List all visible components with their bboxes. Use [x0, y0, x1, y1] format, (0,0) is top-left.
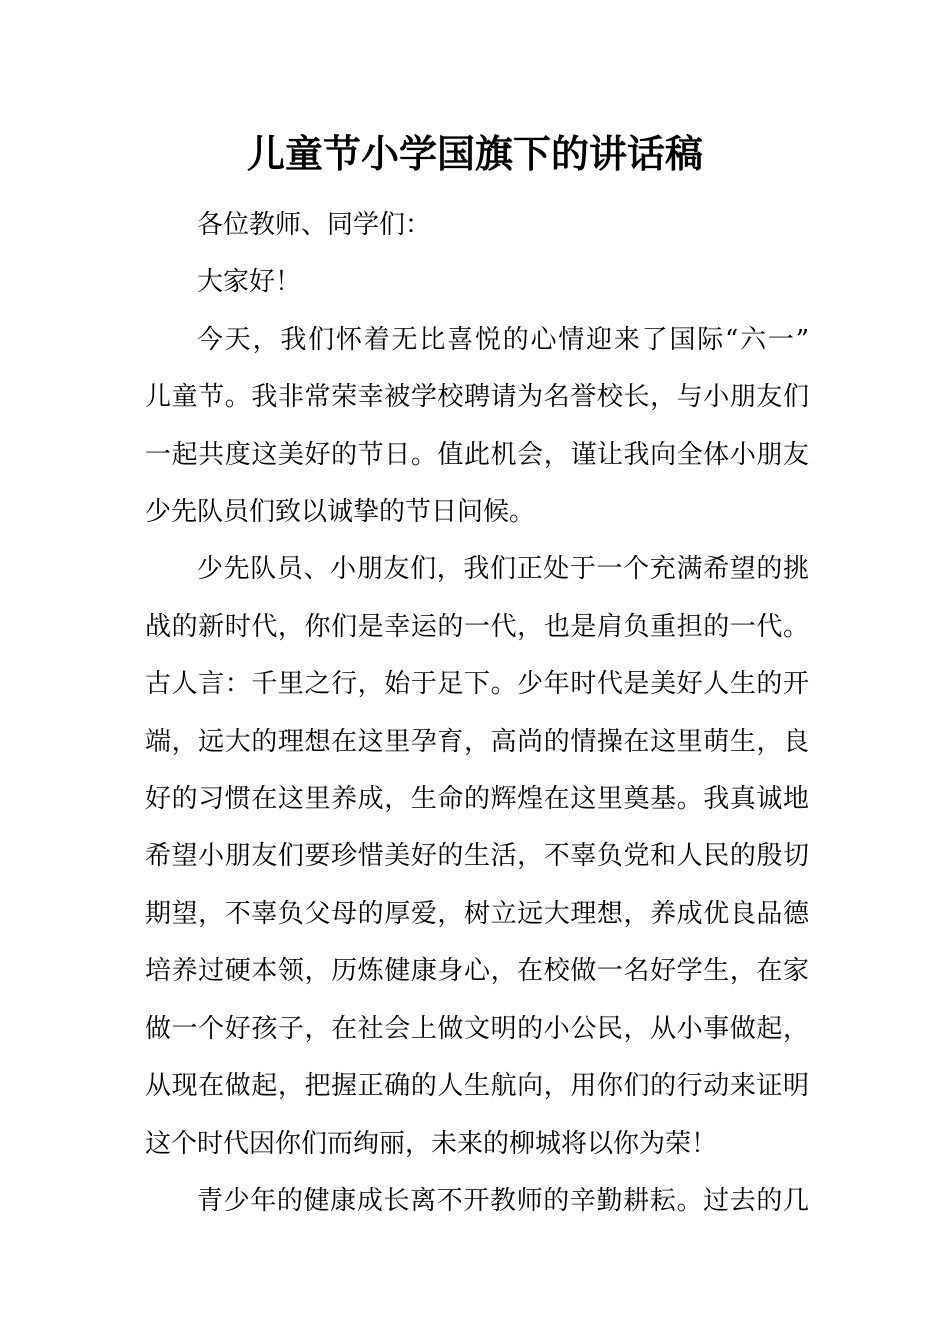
text-line: 战的新时代，你们是幸运的一代，也是肩负重担的一代。: [145, 611, 809, 642]
text-line: 少先队员们致以诚挚的节日问候。: [145, 497, 536, 528]
text-line: 端，远大的理想在这里孕育，高尚的情操在这里萌生，良: [145, 726, 809, 757]
text-line: 古人言：千里之行，始于足下。少年时代是美好人生的开: [145, 669, 809, 700]
text-line: 希望小朋友们要珍惜美好的生活，不辜负党和人民的殷切: [145, 841, 809, 872]
text-line: 青少年的健康成长离不开教师的辛勤耕耘。过去的几: [197, 1185, 809, 1216]
text-line: 做一个好孩子，在社会上做文明的小公民，从小事做起，: [145, 1013, 809, 1044]
text-line: 少先队员、小朋友们，我们正处于一个充满希望的挑: [197, 554, 809, 585]
paragraph-teachers: [145, 1173, 809, 1230]
paragraph-body: [145, 541, 809, 1172]
text-line: 儿童节。我非常荣幸被学校聘请为名誉校长，与小朋友们: [145, 382, 809, 413]
paragraph-greeting: [145, 254, 809, 311]
document-body: [145, 197, 809, 1230]
text-line: 这个时代因你们而绚丽，未来的柳城将以你为荣！: [145, 1128, 718, 1159]
text-line: 好的习惯在这里养成，生命的辉煌在这里奠基。我真诚地: [145, 784, 809, 815]
text-line: 各位教师、同学们：: [197, 210, 432, 240]
paragraph-salutation: [145, 197, 809, 254]
document-title: 儿童节小学国旗下的讲话稿: [246, 131, 703, 176]
text-line: 期望，不辜负父母的厚爱，树立远大理想，养成优良品德: [145, 898, 809, 929]
text-line: 今天，我们怀着无比喜悦的心情迎来了国际“六一”: [197, 324, 809, 355]
text-line: 培养过硬本领，历炼健康身心，在校做一名好学生，在家: [145, 956, 809, 987]
paragraph-intro: [145, 312, 809, 542]
text-line: 一起共度这美好的节日。值此机会，谨让我向全体小朋友: [145, 439, 809, 470]
text-line: 大家好！: [197, 267, 302, 298]
text-line: 从现在做起，把握正确的人生航向，用你们的行动来证明: [145, 1071, 809, 1102]
